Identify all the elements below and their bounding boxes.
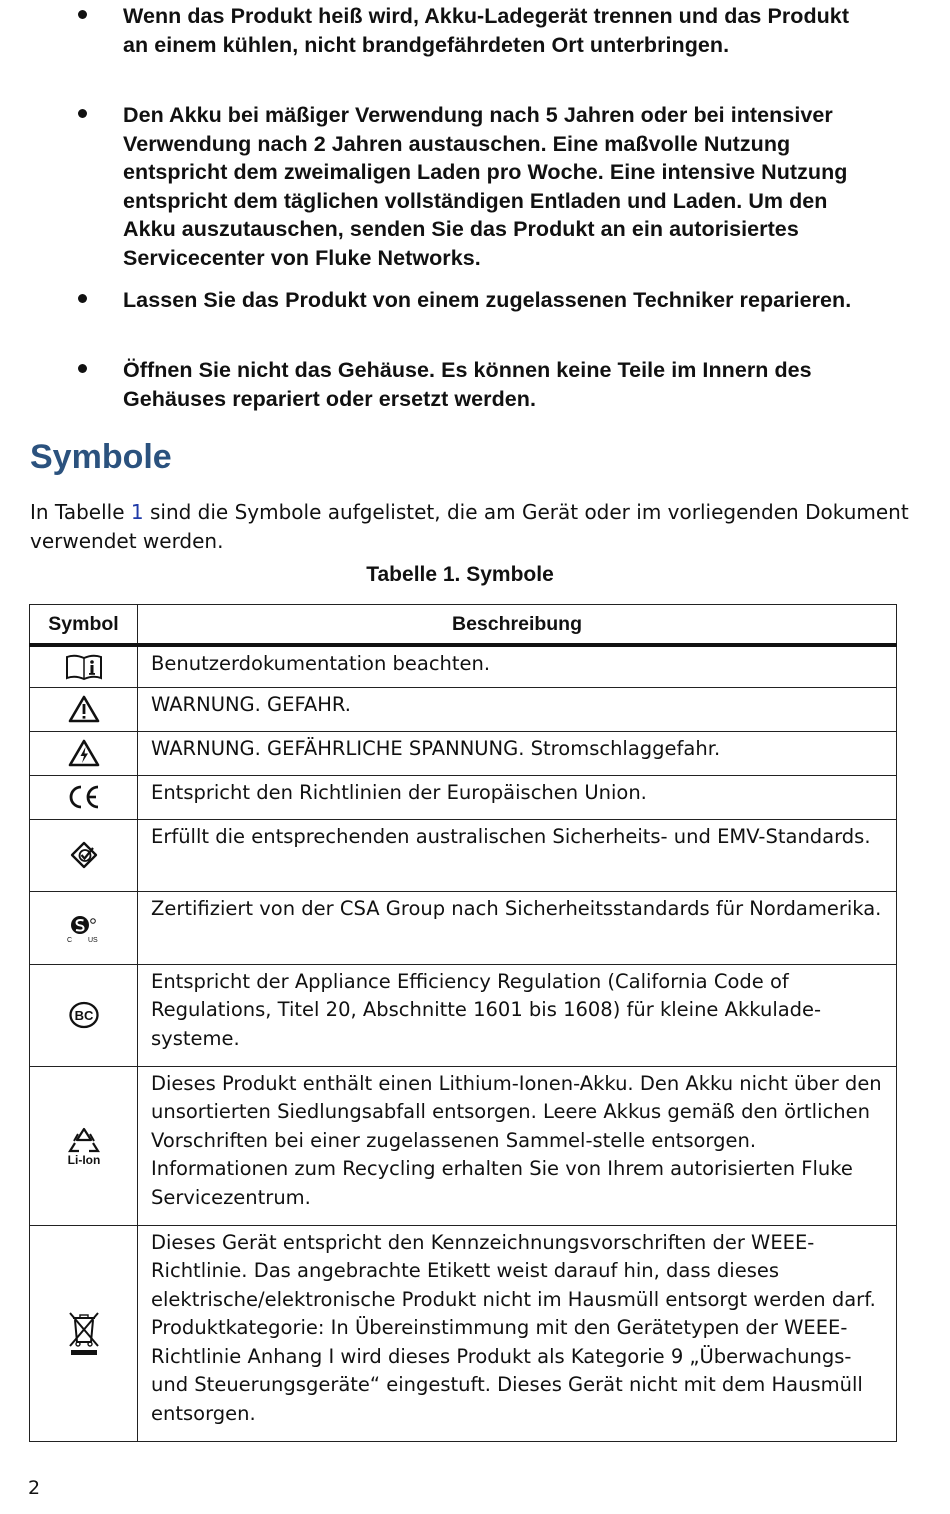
intro-text-start: In Tabelle — [30, 500, 131, 524]
page-number: 2 — [28, 1477, 41, 1499]
symbol-cell — [30, 964, 138, 1066]
bullet-text: Öffnen Sie nicht das Gehäuse. Es können keine Teile im Innern des Gehäuses repariert oder ersetzt werden. — [123, 358, 812, 411]
svg-text:BC: BC — [74, 1008, 93, 1023]
bullet-text: Den Akku bei mäßiger Verwendung nach 5 Jahren oder bei intensiver Verwendung nach 2 Jahren austauschen. Eine maßvolle Nutzung entspricht dem zweimaligen Laden pro Woche. Eine intensive Nutzung entspricht dem täglichen vollständigen Entladen und Laden. Um den Akku auszutauschen, senden Sie das Produkt an ein autorisiertes Servicecenter von Fluke Networks. — [123, 103, 848, 270]
description-cell: Erfüllt die entsprechenden australischen Sicherheits- und EMV-Standards. — [138, 819, 897, 891]
table-caption: Tabelle 1. Symbole — [366, 563, 554, 586]
table-row — [30, 645, 897, 687]
ce-mark-icon — [67, 784, 101, 810]
description-cell: WARNUNG. GEFÄHRLICHE SPANNUNG. Stromschlaggefahr. — [138, 731, 897, 775]
table-row — [30, 1066, 897, 1225]
column-header-symbol: Symbol — [30, 605, 138, 646]
svg-text:C: C — [66, 936, 72, 944]
symbol-cell — [30, 645, 138, 687]
description-cell: Dieses Produkt enthält einen Lithium-Ionen-Akku. Den Akku nicht über den unsortierten Siedlungsabfall entsorgen. Leere Akkus gemäß den örtlichen Vorschriften bei einer zugelassenen Sammel-stelle entsorgen. Informationen zum Recycling erhalten Sie von Ihrem autorisierten Fluke Servicezentrum. — [138, 1066, 897, 1225]
li-ion-label: Li-Ion — [67, 1152, 100, 1166]
symbol-cell — [30, 731, 138, 775]
intro-text-end: sind die Symbole aufgelistet, die am Gerät oder im vorliegenden Dokument verwendet werden. — [30, 500, 909, 553]
section-heading: Symbole — [30, 438, 172, 476]
table-row — [30, 775, 897, 819]
bc-mark-icon — [68, 1000, 100, 1030]
high-voltage-triangle-icon — [68, 739, 100, 767]
symbol-cell — [30, 687, 138, 731]
bullet-dot — [78, 10, 87, 19]
description-cell: Entspricht den Richtlinien der Europäischen Union. — [138, 775, 897, 819]
intro-paragraph — [30, 498, 910, 556]
description-cell: Benutzerdokumentation beachten. — [138, 645, 897, 687]
symbol-cell — [30, 1066, 138, 1225]
symbols-table — [29, 604, 897, 1442]
description-cell: Entspricht der Appliance Efficiency Regulation (California Code of Regulations, Titel 20, Abschnitte 1601 bis 1608) für kleine Akkulade-systeme. — [138, 964, 897, 1066]
li-ion-recycle-icon — [62, 1126, 106, 1166]
svg-text:US: US — [87, 936, 98, 944]
symbol-cell — [30, 891, 138, 964]
column-header-description: Beschreibung — [138, 605, 897, 646]
table-row — [30, 731, 897, 775]
bullet-text: Wenn das Produkt heiß wird, Akku-Ladegerät trennen und das Produkt an einem kühlen, nicht brandgefährdeten Ort unterbringen. — [123, 4, 850, 57]
weee-bin-icon — [67, 1310, 101, 1356]
csa-mark-icon — [64, 912, 104, 944]
symbol-cell — [30, 1225, 138, 1441]
bullet-dot — [78, 109, 87, 118]
symbol-cell — [30, 819, 138, 891]
table-row — [30, 964, 897, 1066]
warning-triangle-icon — [68, 695, 100, 723]
bullet-dot — [78, 294, 87, 303]
bullet-text: Lassen Sie das Produkt von einem zugelassenen Techniker reparieren. — [123, 288, 852, 312]
description-cell: WARNUNG. GEFAHR. — [138, 687, 897, 731]
table-row — [30, 1225, 897, 1441]
table-row — [30, 819, 897, 891]
table-header-row — [30, 605, 897, 646]
symbol-cell — [30, 775, 138, 819]
manual-info-icon — [64, 653, 104, 681]
description-cell: Dieses Gerät entspricht den Kennzeichnungsvorschriften der WEEE-Richtlinie. Das angebrachte Etikett weist darauf hin, dass dieses elektrische/elektronische Produkt nicht im Hausmüll entsorgt werden darf. Produktkategorie: In Übereinstimmung mit den Gerätetypen der WEEE-Richtlinie Anhang I wird dieses Produkt als Kategorie 9 „Überwachungs- und Steuerungsgeräte“ eingestuft. Dieses Gerät nicht mit dem Hausmüll entsorgen. — [138, 1225, 897, 1441]
table-row — [30, 891, 897, 964]
description-cell: Zertifiziert von der CSA Group nach Sicherheitsstandards für Nordamerika. — [138, 891, 897, 964]
rcm-mark-icon — [66, 840, 102, 870]
table-row — [30, 687, 897, 731]
bullet-dot — [78, 364, 87, 373]
table-reference-link[interactable]: 1 — [130, 500, 144, 524]
